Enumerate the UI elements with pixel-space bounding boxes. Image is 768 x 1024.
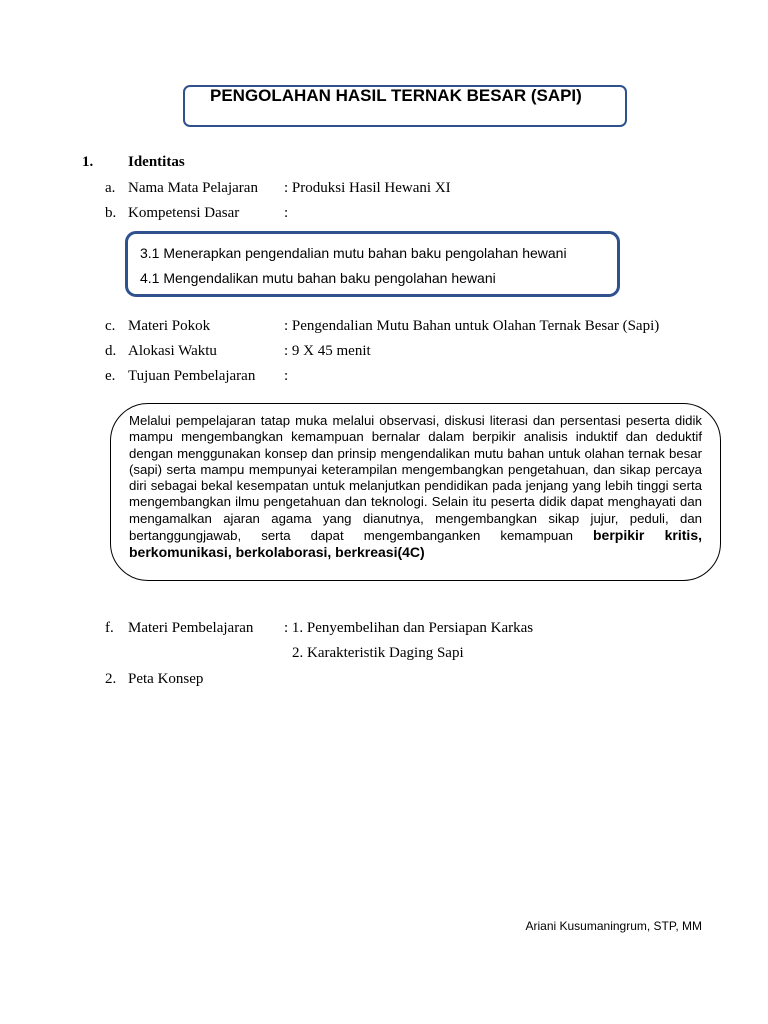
item-a-letter: a.: [105, 180, 116, 196]
section-1-number: 1.: [82, 154, 94, 170]
section-2-heading: Peta Konsep: [128, 671, 204, 687]
item-b-value: :: [284, 205, 289, 221]
section-2-number: 2.: [105, 671, 117, 687]
tujuan-text: Melalui pempelajaran tatap muka melalui observasi, diskusi literasi dan persentasi peserta didik mampu mengembangkan kemampuan bernalar dalam berpikir analisis induktif dan deduktif dengan menggunakan konsep dan prinsip mengendalikan mutu bahan untuk olahan ternak besar (sapi) serta mampu mempunyai keterampilan mengembangkan pengetahuan, dan sikap percaya diri sebagai bekal kesempatan untuk melanjutkan pendidikan pada jenjang yang lebih tinggi serta mengembangkan ilmu pengetahuan dan teknologi. Selain itu peserta didik dapat menghayati dan mengamalkan ajaran agama yang dianutnya, mengembangkan sikap jujur, peduli, dan bertanggungjawab, serta dapat mengembanganken kemampuan: [129, 413, 702, 544]
item-e-letter: e.: [105, 368, 116, 384]
tujuan-paragraph: [129, 413, 702, 562]
document-title: PENGOLAHAN HASIL TERNAK BESAR (SAPI): [210, 86, 582, 105]
item-c-letter: c.: [105, 318, 116, 334]
item-b-label: Kompetensi Dasar: [128, 205, 240, 221]
item-d-label: Alokasi Waktu: [128, 343, 217, 359]
item-f-letter: f.: [105, 620, 114, 636]
kompetensi-4-1: 4.1 Mengendalikan mutu bahan baku pengolahan hewani: [140, 270, 496, 286]
section-1-heading: Identitas: [128, 154, 185, 170]
item-c-value: : Pengendalian Mutu Bahan untuk Olahan Ternak Besar (Sapi): [284, 318, 660, 334]
item-d-letter: d.: [105, 343, 117, 359]
tujuan-bold-text: berpikir kritis, berkomunikasi, berkolaborasi, berkreasi(4C): [129, 527, 702, 561]
item-e-value: :: [284, 368, 289, 384]
item-c-label: Materi Pokok: [128, 318, 211, 334]
item-a-label: Nama Mata Pelajaran: [128, 180, 258, 196]
footer-author: Ariani Kusumaningrum, STP, MM: [525, 919, 702, 933]
item-f-value-1: : 1. Penyembelihan dan Persiapan Karkas: [284, 620, 534, 636]
kompetensi-box: [125, 231, 620, 297]
item-e-label: Tujuan Pembelajaran: [128, 368, 256, 384]
item-b-letter: b.: [105, 205, 117, 221]
item-a-value: : Produksi Hasil Hewani XI: [284, 180, 451, 196]
item-f-label: Materi Pembelajaran: [128, 620, 254, 636]
kompetensi-3-1: 3.1 Menerapkan pengendalian mutu bahan baku pengolahan hewani: [140, 245, 567, 261]
item-f-value-2: 2. Karakteristik Daging Sapi: [292, 645, 464, 661]
item-d-value: : 9 X 45 menit: [284, 343, 371, 359]
